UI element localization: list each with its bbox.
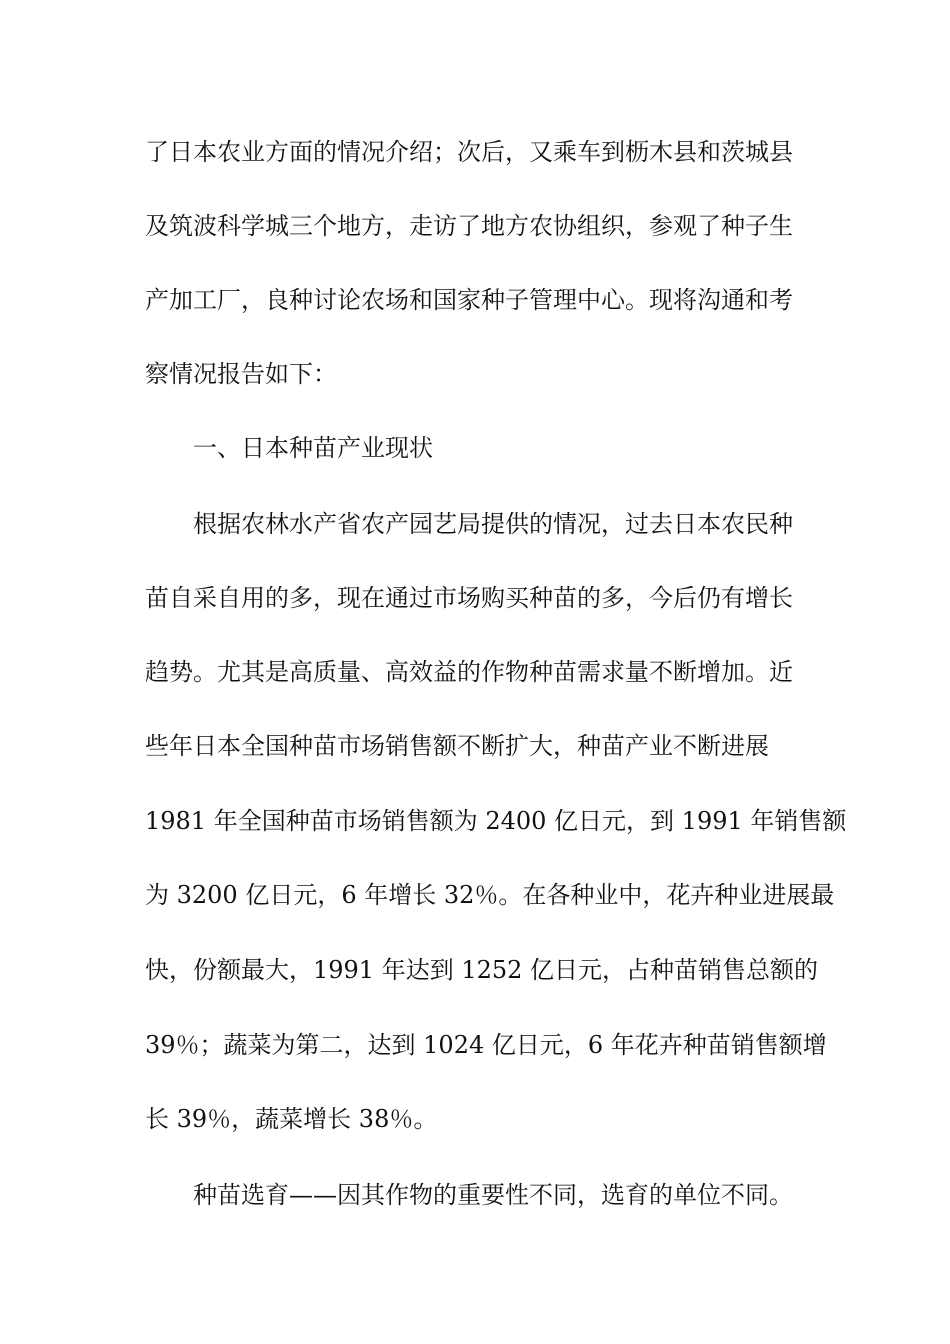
- paragraph-line: 长 39％，蔬菜增长 38％。: [145, 1105, 438, 1133]
- paragraph-line: 苗自采自用的多，现在通过市场购买种苗的多，今后仍有增长: [145, 584, 793, 612]
- paragraph-line: 1981 年全国种苗市场销售额为 2400 亿日元，到 1991 年销售额: [145, 807, 847, 835]
- paragraph-line: 快，份额最大，1991 年达到 1252 亿日元，占种苗销售总额的: [145, 956, 819, 984]
- paragraph-line: 些年日本全国种苗市场销售额不断扩大，种苗产业不断进展: [145, 732, 769, 760]
- paragraph-line: 了日本农业方面的情况介绍；次后，又乘车到枥木县和茨城县: [145, 138, 793, 166]
- paragraph-line: 察情况报告如下：: [145, 360, 337, 388]
- section-heading: 一、日本种苗产业现状: [193, 434, 433, 462]
- paragraph-line: 根据农林水产省农产园艺局提供的情况，过去日本农民种: [193, 510, 793, 538]
- paragraph-line: 产加工厂，良种讨论农场和国家种子管理中心。现将沟通和考: [145, 286, 793, 314]
- paragraph-line: 及筑波科学城三个地方，走访了地方农协组织，参观了种子生: [145, 212, 793, 240]
- paragraph-line: 种苗选育——因其作物的重要性不同，选育的单位不同。: [193, 1181, 793, 1209]
- paragraph-line: 趋势。尤其是高质量、高效益的作物种苗需求量不断增加。近: [145, 658, 793, 686]
- paragraph-line: 为 3200 亿日元，6 年增长 32％。在各种业中，花卉种业进展最: [145, 881, 835, 909]
- paragraph-line: 39％；蔬菜为第二，达到 1024 亿日元，6 年花卉种苗销售额增: [145, 1031, 827, 1059]
